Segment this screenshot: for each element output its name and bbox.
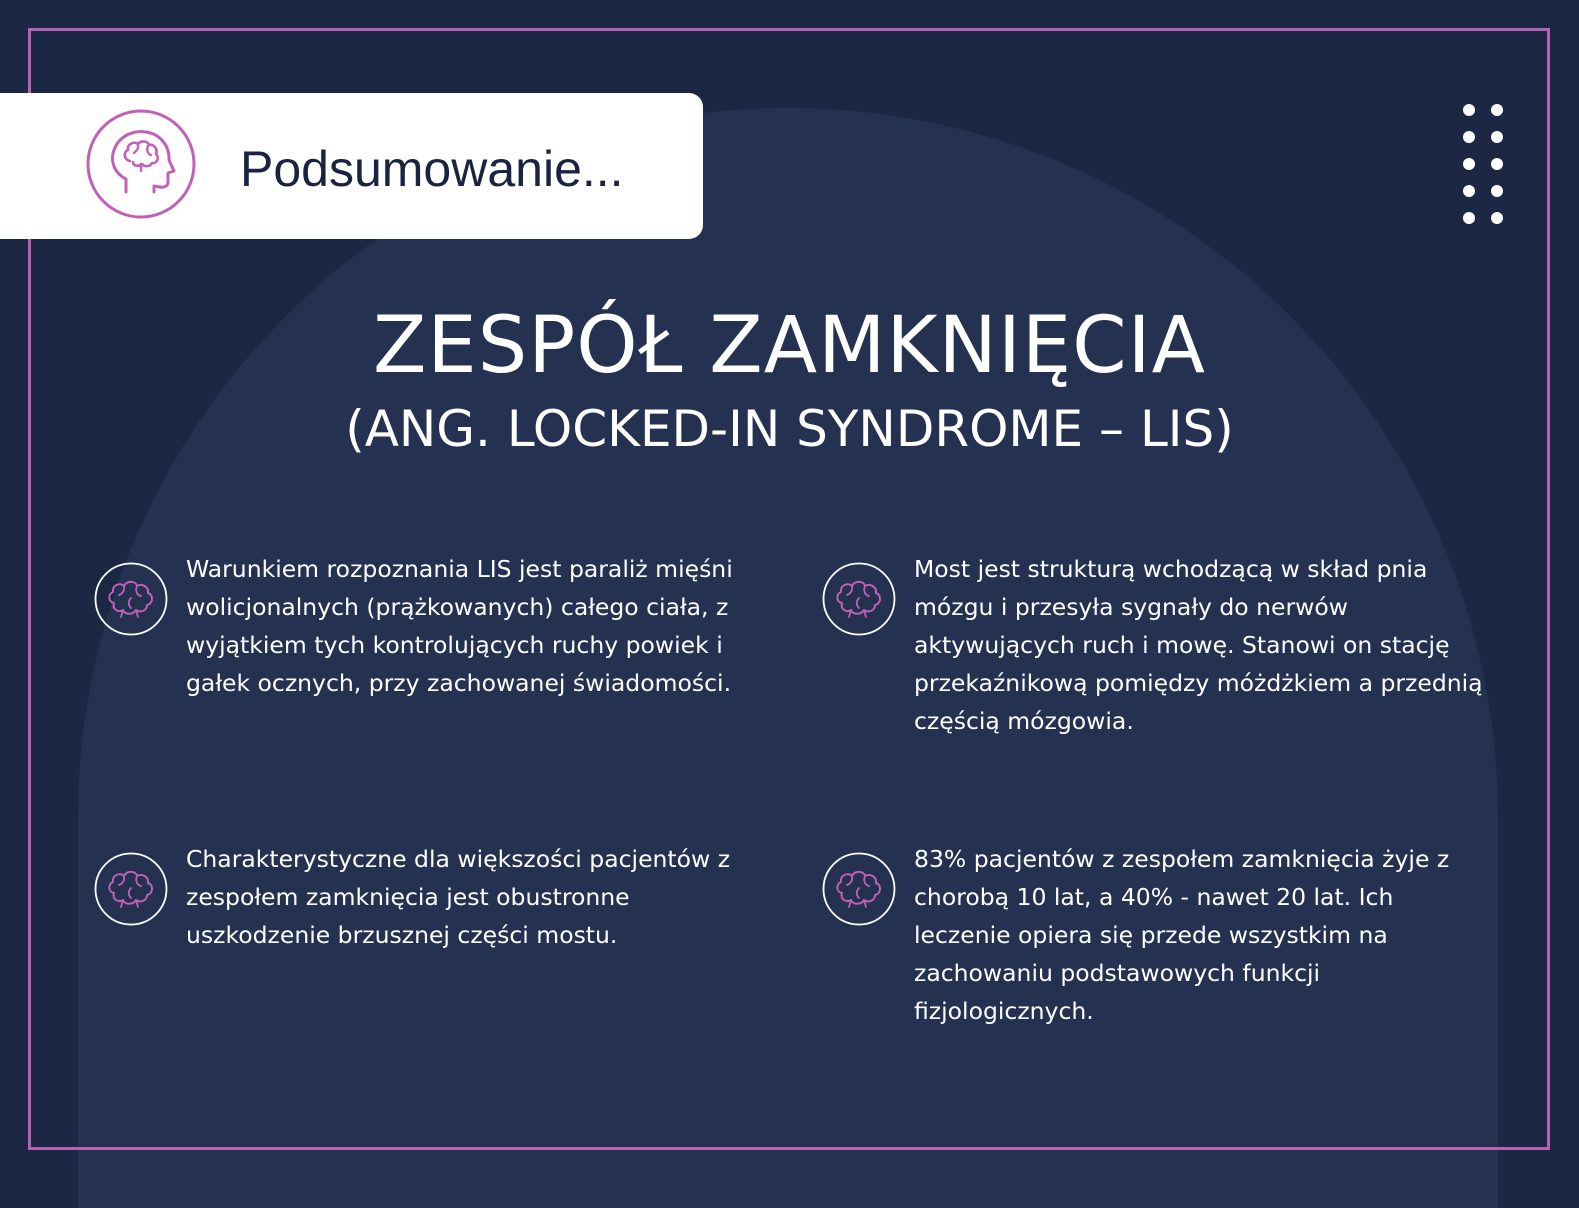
brain-icon — [94, 852, 168, 926]
point-text: Warunkiem rozpoznania LIS jest paraliż mięśni wolicjonalnych (prążkowanych) całego ciała, z wyjątkiem tych kontrolujących ruchy powiek i gałek ocznych, przy zachowanej świadomości. — [186, 555, 733, 697]
brain-icon — [822, 852, 896, 926]
page-title — [0, 300, 1579, 462]
brain-icon — [822, 562, 896, 636]
head-brain-icon — [86, 109, 196, 219]
header-title: Podsumowanie... — [240, 141, 624, 197]
point-text: Most jest strukturą wchodzącą w skład pnia mózgu i przesyła sygnały do nerwów aktywujących ruch i mowę. Stanowi on stację przekaźnikową pomiędzy móżdżkiem a przednią częścią mózgowia. — [914, 555, 1483, 735]
decorative-dots — [1463, 104, 1509, 228]
title-subtitle: (ANG. LOCKED-IN SYNDROME – LIS) — [345, 400, 1234, 458]
point-text: 83% pacjentów z zespołem zamknięcia żyje z chorobą 10 lat, a 40% - nawet 20 lat. Ich leczenie opiera się przede wszystkim na zachowaniu podstawowych funkcji fizjologicznych. — [914, 845, 1450, 1025]
brain-icon — [94, 562, 168, 636]
point-text: Charakterystyczne dla większości pacjentów z zespołem zamknięcia jest obustronne uszkodzenie brzusznej części mostu. — [186, 845, 731, 949]
title-main: ZESPÓŁ ZAMKNIĘCIA — [373, 301, 1206, 391]
